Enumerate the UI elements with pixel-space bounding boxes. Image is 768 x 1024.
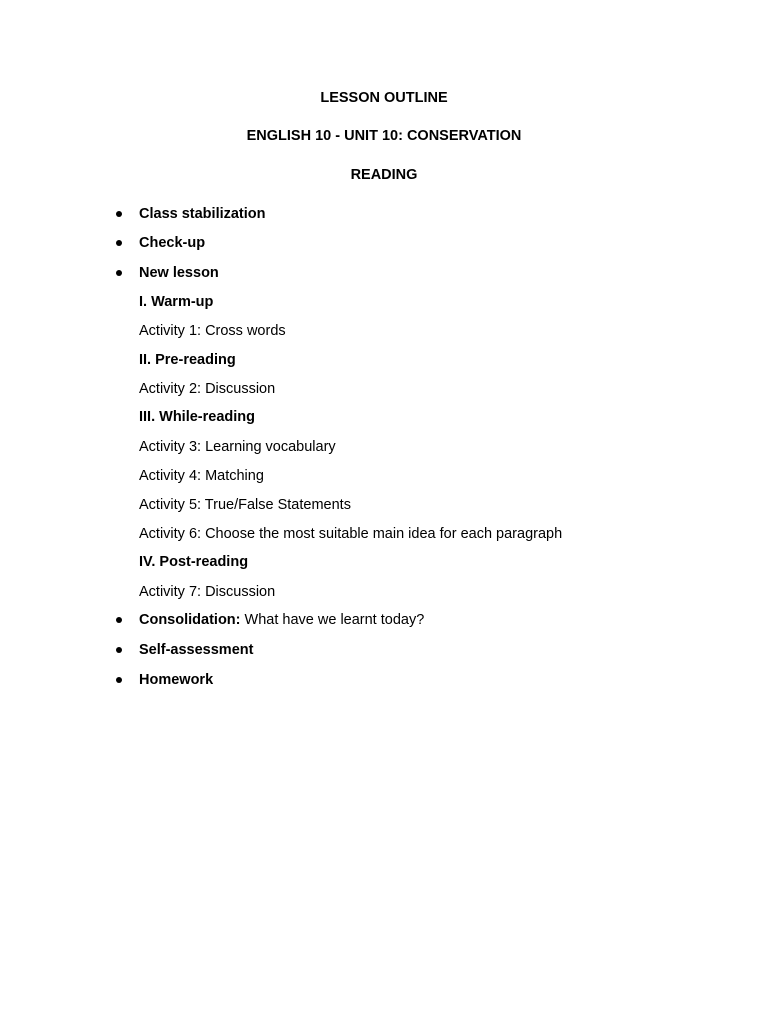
activity-3: Activity 3: Learning vocabulary	[139, 439, 336, 455]
outline-item-self-assessment: Self-assessment	[139, 642, 254, 658]
activity-2: Activity 2: Discussion	[139, 381, 276, 397]
section-heading: READING	[350, 167, 418, 183]
bullet-icon	[116, 617, 122, 623]
bullet-icon	[116, 270, 122, 276]
activity-6: Activity 6: Choose the most suitable main idea for each paragraph	[139, 526, 563, 542]
stage-warm-up: I. Warm-up	[139, 294, 214, 310]
activity-4: Activity 4: Matching	[139, 468, 264, 484]
stage-post-reading: IV. Post-reading	[139, 554, 249, 570]
activity-1: Activity 1: Cross words	[139, 323, 286, 339]
stage-while-reading: III. While-reading	[139, 409, 256, 425]
outline-item-check-up: Check-up	[139, 235, 206, 251]
bullet-icon	[116, 240, 122, 246]
consolidation-label: Consolidation:	[139, 612, 241, 628]
document-subtitle: ENGLISH 10 - UNIT 10: CONSERVATION	[246, 128, 522, 144]
bullet-icon	[116, 647, 122, 653]
stage-pre-reading: II. Pre-reading	[139, 352, 236, 368]
consolidation-text: What have we learnt today?	[244, 612, 425, 628]
activity-7: Activity 7: Discussion	[139, 584, 276, 600]
bullet-icon	[116, 211, 122, 217]
outline-item-new-lesson: New lesson	[139, 265, 219, 281]
outline-item-class-stabilization: Class stabilization	[139, 206, 266, 222]
outline-item-consolidation	[139, 611, 424, 629]
outline-item-homework: Homework	[139, 672, 214, 688]
activity-5: Activity 5: True/False Statements	[139, 497, 351, 513]
bullet-icon	[116, 677, 122, 683]
document-title: LESSON OUTLINE	[320, 90, 448, 106]
